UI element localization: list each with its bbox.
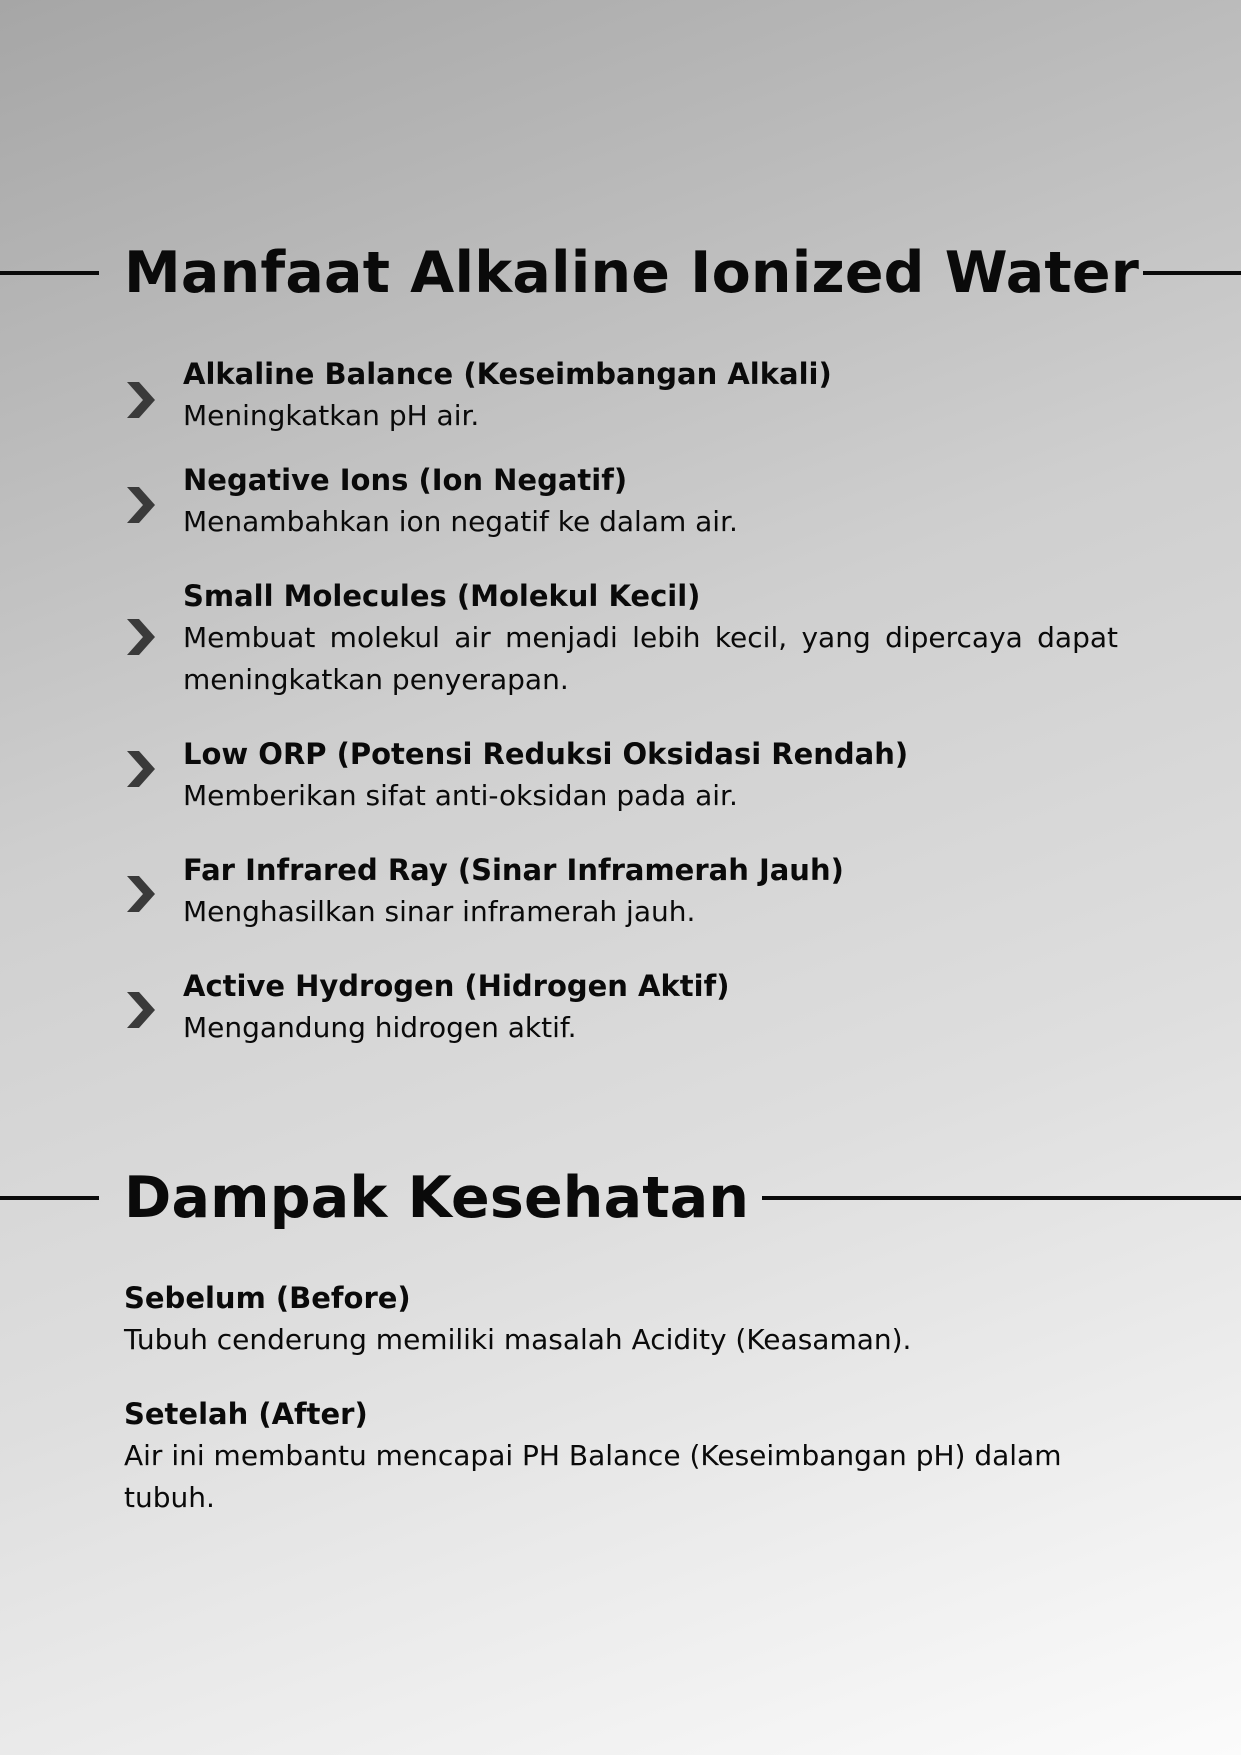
impact-heading: Dampak Kesehatan: [124, 1165, 750, 1231]
benefit-item: [183, 733, 1118, 817]
impact-heading-row: [0, 1163, 1241, 1233]
before-block: [124, 1277, 1124, 1361]
before-description: Tubuh cenderung memiliki masalah Acidity (Keasaman).: [124, 1323, 912, 1356]
heading-rule-right: [1143, 271, 1241, 275]
benefit-title: Negative Ions (Ion Negatif): [183, 463, 628, 497]
before-title: Sebelum (Before): [124, 1281, 411, 1315]
benefit-item: [183, 965, 1118, 1049]
heading-rule-left: [0, 1196, 99, 1200]
benefit-description: Membuat molekul air menjadi lebih kecil, yang dipercaya dapat meningkatkan penyerapan.: [183, 621, 1118, 696]
benefits-heading: Manfaat Alkaline Ionized Water: [124, 240, 1140, 306]
chevron-right-icon: [122, 986, 158, 1034]
chevron-right-icon: [122, 376, 158, 424]
chevron-right-icon: [122, 481, 158, 529]
benefit-item: [183, 353, 1118, 437]
after-block: [124, 1393, 1104, 1519]
benefit-title: Active Hydrogen (Hidrogen Aktif): [183, 969, 730, 1003]
heading-rule-left: [0, 271, 99, 275]
chevron-right-icon: [122, 613, 158, 661]
benefit-description: Menghasilkan sinar inframerah jauh.: [183, 895, 696, 928]
benefit-item: [183, 849, 1118, 933]
benefit-title: Far Infrared Ray (Sinar Inframerah Jauh): [183, 853, 844, 887]
benefit-item: [183, 459, 1118, 543]
benefit-title: Low ORP (Potensi Reduksi Oksidasi Rendah): [183, 737, 909, 771]
benefits-heading-row: [0, 238, 1241, 308]
chevron-right-icon: [122, 870, 158, 918]
benefit-description: Meningkatkan pH air.: [183, 399, 480, 432]
benefit-item: [183, 575, 1118, 701]
benefit-title: Alkaline Balance (Keseimbangan Alkali): [183, 357, 832, 391]
benefit-description: Mengandung hidrogen aktif.: [183, 1011, 577, 1044]
benefit-description: Memberikan sifat anti-oksidan pada air.: [183, 779, 738, 812]
benefit-description: Menambahkan ion negatif ke dalam air.: [183, 505, 738, 538]
heading-rule-right: [762, 1196, 1241, 1200]
benefit-title: Small Molecules (Molekul Kecil): [183, 579, 701, 613]
after-description: Air ini membantu mencapai PH Balance (Keseimbangan pH) dalam tubuh.: [124, 1439, 1062, 1514]
chevron-right-icon: [122, 745, 158, 793]
after-title: Setelah (After): [124, 1397, 368, 1431]
